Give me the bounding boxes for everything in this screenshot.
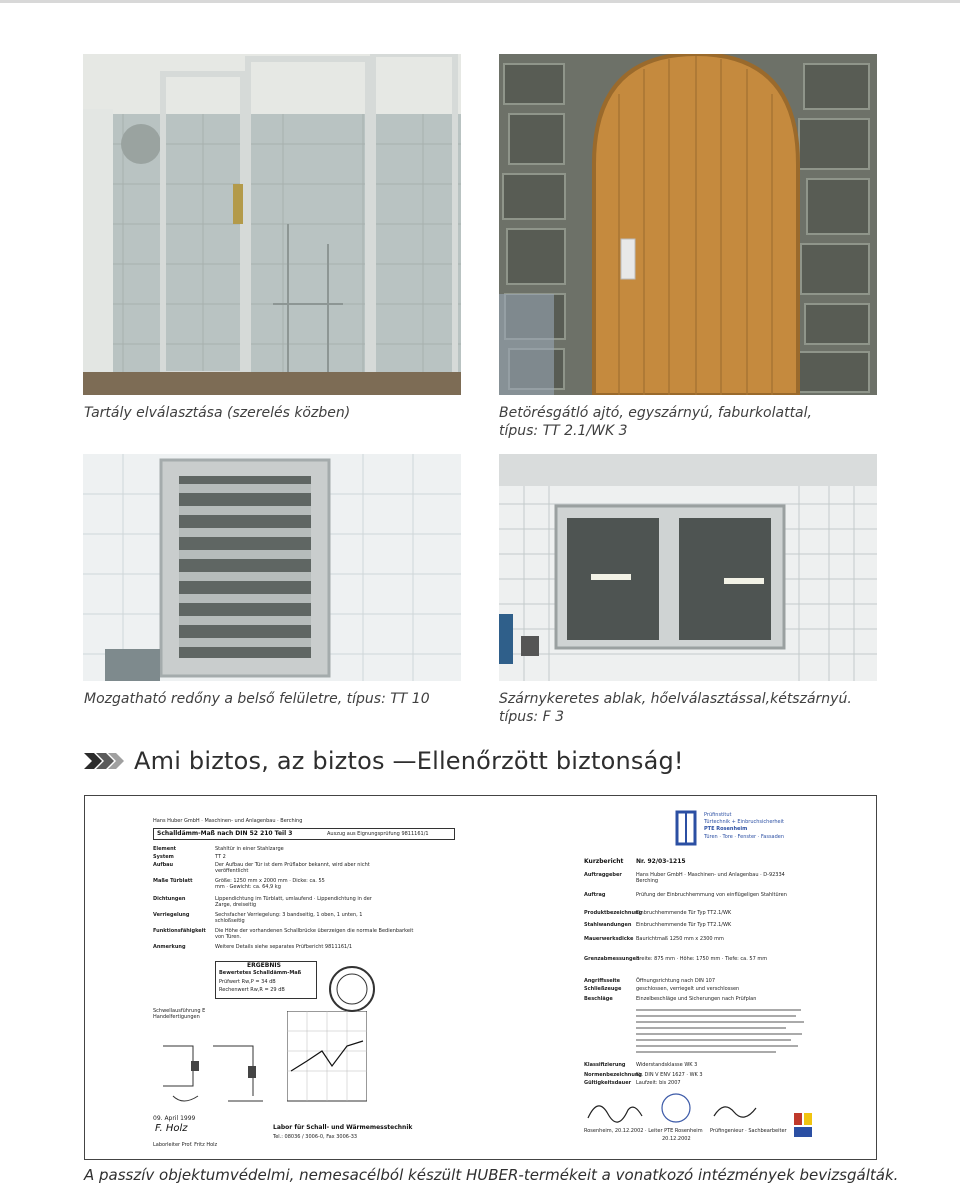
pte-field-2-val: Einbruchhemmende Tür Typ TT2.1/WK xyxy=(636,910,732,916)
pte-field-2-key: Produktbezeichnung xyxy=(584,910,643,916)
caption-photo-3: Mozgatható redőny a belső felületre, típus: TT 10 xyxy=(84,691,430,707)
pte-small-logo xyxy=(792,1111,814,1141)
cert-left-result-sub: Bewertetes Schalldämm-Maß xyxy=(219,970,302,976)
cert-left-ref: Auszug aus Eignungsprüfung 9811161/1 xyxy=(327,831,429,837)
photo-tank-partition xyxy=(83,54,461,395)
pte-field-0-val: Hans Huber GmbH · Maschinen- und Anlagenbau · D-92334 Berching xyxy=(636,872,785,884)
pte-field-8-key: Beschläge xyxy=(584,996,613,1002)
cert-left-row-5-val: Sechsfacher Verriegelung: 3 bandseitig, 1 oben, 1 unten, 1 schloßseitig xyxy=(215,912,363,924)
cert-left-top-line: Hans Huber GmbH · Maschinen- und Anlagenbau · Berching xyxy=(153,818,303,824)
pte-field-10-key: Normenbezeichnung xyxy=(584,1072,643,1078)
certificate-pte-rosenheim xyxy=(580,806,820,1151)
cert-left-row-1-val: TT 2 xyxy=(215,854,226,860)
cert-left-row-2-key: Aufbau xyxy=(153,862,174,868)
cert-left-date: 09. April 1999 xyxy=(153,1115,196,1122)
section-heading: Ami biztos, az biztos —Ellenőrzött biztonság! xyxy=(134,747,684,775)
pte-field-9-key: Klassifizierung xyxy=(584,1062,626,1068)
cert-left-row-7-key: Anmerkung xyxy=(153,944,186,950)
double-arrow-icon xyxy=(84,750,124,772)
cert-left-tel: Tel.: 08036 / 3006-0, Fax 3006-33 xyxy=(273,1134,358,1140)
pte-field-9-val: Widerstandsklasse WK 3 xyxy=(636,1062,698,1068)
pte-org-line-1: Prüfinstitut xyxy=(704,812,732,818)
cert-left-row-6-key: Funktionsfähigkeit xyxy=(153,928,206,934)
cert-left-row-0-key: Element xyxy=(153,846,177,852)
cert-left-institute: Labor für Schall- und Wärmemesstechnik xyxy=(273,1124,413,1131)
pte-field-4-val: Baurichtmaß 1250 mm x 2300 mm xyxy=(636,936,724,942)
cert-left-result-line-1: Rechenwert Rw,R = 29 dB xyxy=(219,987,285,993)
pte-signatures xyxy=(584,1092,816,1126)
pte-field-5-val: Breite: 875 mm · Höhe: 1750 mm · Tiefe: ca. 57 mm xyxy=(636,956,768,962)
cert-left-lab: Laborleiter Prof. Fritz Holz xyxy=(153,1142,218,1148)
cert-left-row-4-key: Dichtungen xyxy=(153,896,186,902)
pte-field-7-key: Schließzeuge xyxy=(584,986,622,992)
pte-field-3-val: Einbruchhemmende Tür Typ TT2.1/WK xyxy=(636,922,732,928)
pte-field-11-val: Laufzeit: bis 2007 xyxy=(636,1080,681,1086)
approval-seal xyxy=(327,964,377,1014)
cert-left-title: Schalldämm-Maß nach DIN 52 210 Teil 3 xyxy=(157,830,293,837)
pte-field-3-key: Stahlwandungen xyxy=(584,922,632,928)
cert-left-sketch-label: Schwellausführung E Handelfertigungen xyxy=(153,1008,206,1020)
pte-field-7-val: geschlossen, verriegelt und verschlossen xyxy=(636,986,740,992)
cert-left-result-line-0: Prüfwert Rw,P = 34 dB xyxy=(219,979,276,985)
caption-photo-4-line-2: típus: F 3 xyxy=(499,709,565,725)
cert-left-row-1-key: System xyxy=(153,854,174,860)
pte-field-11-key: Gültigkeitsdauer xyxy=(584,1080,632,1086)
caption-photo-1: Tartály elválasztása (szerelés közben) xyxy=(84,405,351,421)
cert-left-row-7-val: Weitere Details siehe separates Prüfbericht 9811161/1 xyxy=(215,944,353,950)
pte-sign-left: Rosenheim, 20.12.2002 · Leiter PTE Rosenheim xyxy=(584,1128,703,1134)
pte-org-line-2: Türtechnik + Einbruchsicherheit xyxy=(704,819,784,825)
cert-left-row-3-key: Maße Türblatt xyxy=(153,878,193,884)
pte-body-text-lines xyxy=(636,1006,806,1058)
pte-org-line-3: PTE Rosenheim xyxy=(704,826,748,832)
pte-org-line-4: Türen · Tore · Fenster · Fassaden xyxy=(704,834,785,840)
cert-left-row-5-key: Verriegelung xyxy=(153,912,190,918)
cert-left-row-2-val: Der Aufbau der Tür ist dem Prüflabor bekannt, wird aber nicht veröffentlicht xyxy=(215,862,370,874)
photo-casement-window xyxy=(499,454,877,681)
pte-cert-label: Kurzbericht xyxy=(584,858,624,865)
certificate-sound-insulation xyxy=(147,816,467,1151)
top-rule xyxy=(0,0,960,3)
caption-photo-4-line-1: Szárnykeretes ablak, hőelválasztással,kétszárnyú. xyxy=(499,691,852,707)
certificates-frame xyxy=(84,795,877,1160)
pte-cert-number: Nr. 92/03-1215 xyxy=(636,858,686,865)
cert-left-result-title: ERGEBNIS xyxy=(247,962,281,969)
pte-logo-icon xyxy=(675,808,699,848)
photo-burglar-resistant-door xyxy=(499,54,877,395)
photo-movable-shutter xyxy=(83,454,461,681)
cert-left-row-3-val: Größe: 1250 mm x 2000 mm · Dicke: ca. 55 mm · Gewicht: ca. 64,9 kg xyxy=(215,878,325,890)
pte-field-4-key: Mauerwerksdicke xyxy=(584,936,634,942)
cert-left-row-6-val: Die Höhe der vorhandenen Schallbrücke überzeigen die normale Bedienbarkeit von Türen. xyxy=(215,928,414,940)
cert-left-row-4-val: Lippendichtung im Türblatt, umlaufend · Lippendichtung in der Zarge, dreiseitig xyxy=(215,896,372,908)
pte-field-1-val: Prüfung der Einbruchhemmung von einflügeligen Stahltüren xyxy=(636,892,787,898)
cross-section-sketch xyxy=(153,1026,273,1116)
pte-sign-right: Prüfingenieur · Sachbearbeiter xyxy=(710,1128,787,1134)
pte-field-1-key: Auftrag xyxy=(584,892,606,898)
cert-left-signature: F. Holz xyxy=(155,1123,188,1134)
footer-note: A passzív objektumvédelmi, nemesacélból készült HUBER-termékeit a vonatkozó intézmények bevizsgálták. xyxy=(84,1166,899,1184)
cert-left-row-0-val: Stahltür in einer Stahlzarge xyxy=(215,846,284,852)
frequency-curve-graph xyxy=(287,1011,367,1111)
caption-photo-2-line-1: Betörésgátló ajtó, egyszárnyú, faburkolattal, xyxy=(499,405,812,421)
pte-field-10-val: Nr. DIN V ENV 1627 · WK 3 xyxy=(636,1072,703,1078)
section-heading-row xyxy=(84,744,684,778)
pte-field-6-key: Angriffsseite xyxy=(584,978,621,984)
pte-sign-mid: 20.12.2002 xyxy=(662,1136,691,1142)
pte-field-6-val: Öffnungsrichtung nach DIN 107 xyxy=(636,978,716,984)
pte-field-5-key: Grenzabmessungen xyxy=(584,956,640,962)
caption-photo-2-line-2: típus: TT 2.1/WK 3 xyxy=(499,423,628,439)
pte-field-0-key: Auftraggeber xyxy=(584,872,622,878)
pte-field-8-val: Einzelbeschläge und Sicherungen nach Prüfplan xyxy=(636,996,757,1002)
